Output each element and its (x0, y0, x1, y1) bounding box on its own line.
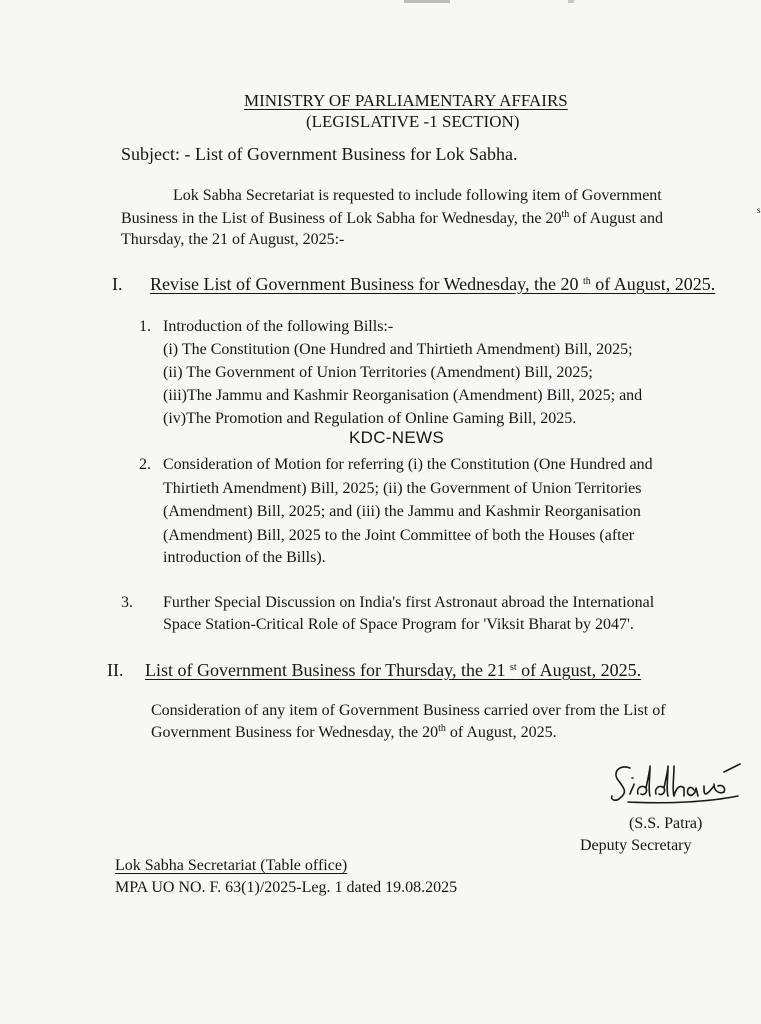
subject-line: Subject: - List of Government Business for Lok Sabha. (121, 144, 518, 164)
scan-mark (568, 0, 574, 3)
bill-item: (iv)The Promotion and Regulation of Online Gaming Bill, 2025. (163, 410, 577, 427)
item-text: (Amendment) Bill, 2025; and (iii) the Jammu and Kashmir Reorganisation (163, 503, 641, 520)
section1-heading: Revise List of Government Business for Wednesday, the 20 $^{th}$ of August, 2025. (150, 274, 716, 294)
ministry-heading: MINISTRY OF PARLIAMENTARY AFFAIRS (244, 91, 568, 110)
item-text: (Amendment) Bill, 2025 to the Joint Committee of both the Houses (after (163, 527, 635, 544)
item-number: 3. (121, 594, 133, 611)
signatory-name: (S.S. Patra) (629, 815, 703, 832)
scan-mark (404, 0, 450, 3)
section-numeral: I. (112, 274, 123, 294)
item-text: Thirtieth Amendment) Bill, 2025; (ii) the Government of Union Territories (163, 480, 642, 497)
reference-number: MPA UO NO. F. 63(1)/2025-Leg. 1 dated 19.08.2025 (115, 879, 458, 896)
section2-text: Consideration of any item of Government Business carried over from the List of (151, 702, 666, 719)
section2-heading: List of Government Business for Thursday, the 21 $^{st}$ of August, 2025. (145, 660, 642, 680)
signature (608, 758, 744, 814)
section-heading: (LEGISLATIVE -1 SECTION) (306, 112, 520, 131)
item-text: Consideration of Motion for referring (i) the Constitution (One Hundred and (163, 456, 653, 473)
addressee: Lok Sabha Secretariat (Table office) (115, 857, 348, 874)
handwritten-signature (608, 758, 744, 814)
margin-mark: s (757, 205, 761, 215)
bill-item: (i) The Constitution (One Hundred and Thirtieth Amendment) Bill, 2025; (163, 341, 633, 358)
section-numeral: II. (107, 660, 124, 680)
intro-line: Thursday, the 21 of August, 2025:- (121, 231, 345, 248)
item-text: Space Station-Critical Role of Space Program for 'Viksit Bharat by 2047'. (163, 616, 634, 633)
item-number: 2. (139, 456, 151, 473)
intro-line: Business in the List of Business of Lok Sabha for Wednesday, the 20th of August and (121, 209, 663, 227)
watermark: KDC-NEWS (349, 428, 444, 447)
item-text: Further Special Discussion on India's first Astronaut abroad the International (163, 594, 655, 611)
bill-item: (ii) The Government of Union Territories (Amendment) Bill, 2025; (163, 364, 593, 381)
intro-line: Lok Sabha Secretariat is requested to include following item of Government (173, 187, 662, 204)
item-text: introduction of the Bills). (163, 549, 326, 566)
item-text: Introduction of the following Bills:- (163, 318, 394, 335)
bill-item: (iii)The Jammu and Kashmir Reorganisation (Amendment) Bill, 2025; and (163, 387, 643, 404)
section2-text: Government Business for Wednesday, the 20th of August, 2025. (151, 723, 557, 741)
signatory-designation: Deputy Secretary (580, 837, 692, 854)
item-number: 1. (139, 318, 151, 335)
